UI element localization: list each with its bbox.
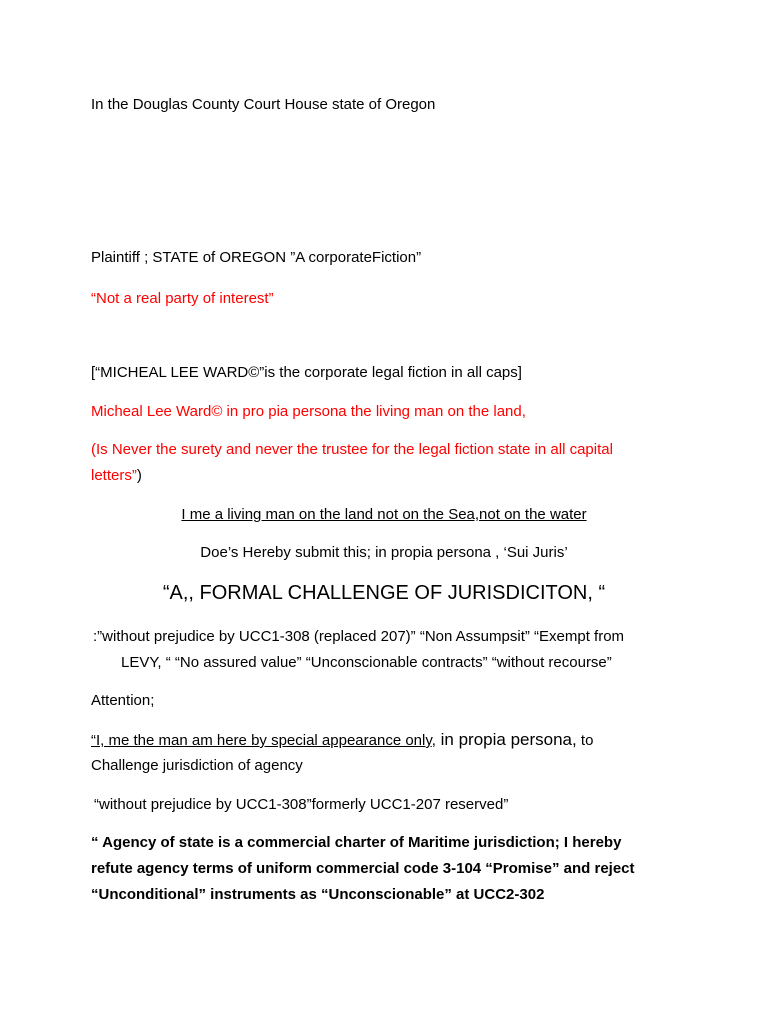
special-appearance-underlined: “I, me the man am here by special appearance only — [91, 732, 432, 749]
plaintiff-line: Plaintiff ; STATE of OREGON ”A corporateFiction” — [91, 249, 422, 266]
agency-line-2: refute agency terms of uniform commercial code 3-104 “Promise” and reject — [91, 860, 635, 877]
land-sea-line: I me a living man on the land not on the Sea,not on the water — [181, 506, 587, 523]
special-appearance-to: to — [576, 732, 594, 749]
challenge-agency-line: Challenge jurisdiction of agency — [91, 757, 303, 774]
special-appearance-line — [91, 727, 708, 754]
special-appearance-rest: in propia persona, — [435, 730, 577, 749]
surety-line-2-red: letters” — [91, 467, 137, 484]
reserved-line: “without prejudice by UCC1-308”formerly UCC1-207 reserved” — [94, 796, 509, 813]
prejudice-line-1: :”without prejudice by UCC1-308 (replaced 207)” “Non Assumpsit” “Exempt from — [93, 628, 625, 645]
not-real-party-line: “Not a real party of interest” — [91, 290, 274, 307]
submit-line: Doe’s Hereby submit this; in propia persona , ‘Sui Juris’ — [200, 544, 568, 561]
agency-line-3: “Unconditional” instruments as “Unconscionable” at UCC2-302 — [91, 886, 545, 903]
living-man-line: Micheal Lee Ward© in pro pia persona the living man on the land, — [91, 403, 526, 420]
caps-name-line: [“MICHEAL LEE WARD©”is the corporate legal fiction in all caps] — [91, 364, 522, 381]
surety-line-2 — [91, 463, 708, 489]
surety-line-1: (Is Never the surety and never the trustee for the legal fiction state in all capital — [91, 441, 613, 458]
prejudice-line-2: LEVY, “ “No assured value” “Unconscionable contracts” “without recourse” — [121, 654, 612, 671]
court-heading: In the Douglas County Court House state of Oregon — [91, 96, 436, 113]
special-appearance-comma: , — [431, 732, 436, 749]
agency-line-1: “ Agency of state is a commercial charter of Maritime jurisdiction; I hereby — [91, 834, 622, 851]
surety-line-2-paren: ) — [136, 467, 142, 484]
attention-line: Attention; — [91, 692, 155, 709]
challenge-title: “A,, FORMAL CHALLENGE OF JURISDICITON, “ — [162, 582, 606, 604]
